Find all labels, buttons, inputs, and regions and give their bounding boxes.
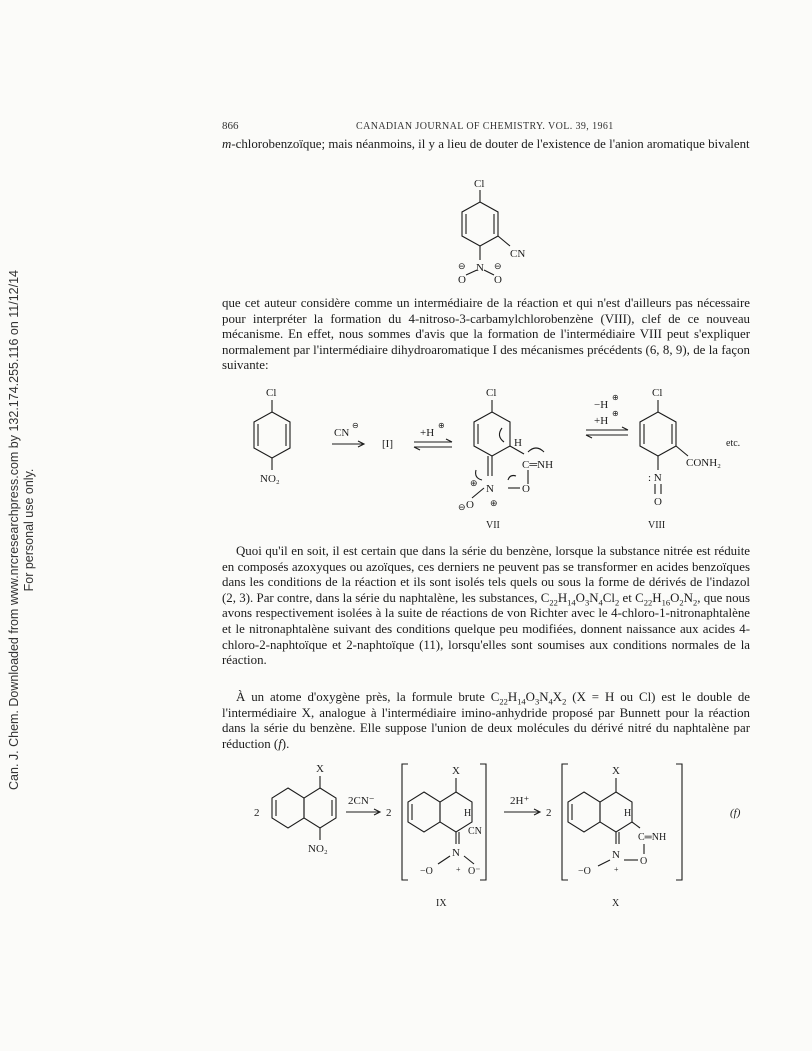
coef-1: 2 xyxy=(254,807,260,819)
figure-reaction-scheme xyxy=(252,384,752,534)
figure-bivalent-anion xyxy=(440,174,560,290)
vii-oxide-oxygen: O xyxy=(466,499,474,511)
x-nitrogen: N xyxy=(612,849,620,861)
formula-2-sub-o: 2 xyxy=(679,597,684,608)
formula-1-sub-h: 14 xyxy=(567,597,576,608)
arrow-f-1 xyxy=(346,809,380,815)
formula-3-x: X xyxy=(552,690,563,704)
formula-3-sub-o: 3 xyxy=(534,696,540,707)
paragraph-3-text-a: Quoi qu'il en soit, il est certain que dans la série du benzène, lorsque la substance nitrée est réduite en composés azoxyques ou azoïques, ces derniers ne peuvent pas se transformer en acides benzoïques dans les conditions de la réaction et ils sont isolés tels quels ou sous la forme de dérivés de l'indazol (2, 3). Par contre, dans la série du naphtalène, les substances, xyxy=(222,544,750,605)
bracket-ix xyxy=(402,764,486,880)
paragraph-3-mid: et xyxy=(619,590,636,605)
formula-1-cl: Cl xyxy=(602,590,615,605)
arrow-f-2 xyxy=(504,809,540,815)
chloronitrobenzene-structure xyxy=(254,400,290,470)
vii-negative-charge: ⊖ xyxy=(458,502,466,512)
negative-charge-left: ⊖ xyxy=(458,261,466,271)
vii-ring-oxygen: O xyxy=(522,483,530,495)
equilibrium-arrow-2 xyxy=(586,427,628,438)
proton-charge-3: ⊕ xyxy=(612,409,619,418)
paragraph-1 xyxy=(222,137,750,153)
ix-hydrogen: H xyxy=(464,808,472,819)
vii-imine: C═NH xyxy=(522,459,554,471)
intermediate-i-label: [I] xyxy=(382,438,393,450)
viii-nitroso-n: : N xyxy=(648,472,662,484)
equilibrium-arrow-1 xyxy=(414,439,452,450)
formula-1-n: N xyxy=(589,590,599,605)
formula-1-sub-o: 3 xyxy=(584,597,590,608)
label-x: X xyxy=(612,898,620,909)
ix-oxide-right: O⁻ xyxy=(468,866,481,877)
ix-oxide-left: −O xyxy=(420,866,433,877)
intermediate-vii-structure xyxy=(472,400,544,498)
vii-positive-charge-2: ⊕ xyxy=(490,498,498,508)
figure-naphthalene-scheme xyxy=(252,760,752,910)
equation-tag: (f) xyxy=(730,807,741,819)
label-vii: VII xyxy=(486,520,500,531)
cyano-label: CN xyxy=(510,248,526,260)
formula-1-h: H xyxy=(557,590,568,605)
paragraph-4-text-b: (X = H ou Cl) est le double de l'intermédiaire X, analogue à l'intermédiaire imino-anhydride proposé par Bunnett pour la réaction dans la série du benzène. Elle suppose l'union de deux molécules du dérivé nitré du naphtalène par réduction ( xyxy=(222,690,751,751)
paragraph-3-text-b: , que nous avons respectivement isolées à la suite de réactions de von Richter avec le 4-chloro-1-nitronaphtalène et le nitronaphtalène suivant des conditions quelque peu modifiées, donnent naissance aux acides 4-chloro-2-naphtoïque et 2-naphtoïque (11), lorsqu'elles sont soumises aux conditions normales de la réaction. xyxy=(222,590,750,668)
ix-x: X xyxy=(452,765,460,777)
start-x: X xyxy=(316,763,324,775)
formula-2-sub-h: 16 xyxy=(661,597,671,608)
vii-hydrogen: H xyxy=(514,437,522,449)
download-watermark xyxy=(4,260,40,800)
x-ring-oxygen: O xyxy=(640,856,648,867)
start-chloro: Cl xyxy=(266,387,277,399)
formula-2-n: N xyxy=(683,590,693,605)
negative-charge-right: ⊖ xyxy=(494,261,502,271)
formula-3-sub-c: 22 xyxy=(499,696,508,707)
start-nitro: NO₂ xyxy=(260,473,280,485)
viii-nitroso-o: O xyxy=(654,496,662,508)
chloro-label: Cl xyxy=(474,178,485,190)
benzene-ring xyxy=(462,190,510,275)
oxygen-left: O xyxy=(458,274,466,286)
reagent-cyanide: 2CN⁻ xyxy=(348,795,375,807)
x-imine: C═NH xyxy=(638,832,667,843)
formula-2-h: H xyxy=(652,590,662,605)
nitronaphthalene-structure xyxy=(272,776,336,840)
running-header xyxy=(222,120,752,136)
label-ix: IX xyxy=(436,898,447,909)
cyanide-reagent: CN xyxy=(334,427,350,439)
formula-1-sub-c: 22 xyxy=(549,597,558,608)
formula-2-sub-c: 22 xyxy=(643,597,653,608)
formula-3-sub-h: 14 xyxy=(517,696,526,707)
paragraph-1-text: -chlorobenzoïque; mais néanmoins, il y a lieu de douter de l'existence de l'anion aromatique bivalent xyxy=(231,137,750,151)
vii-positive-charge: ⊕ xyxy=(470,478,478,488)
formula-2-sub-n: 2 xyxy=(692,597,698,608)
ix-plus: + xyxy=(456,865,461,874)
formula-3-c: C xyxy=(490,690,500,704)
paragraph-3 xyxy=(222,544,750,669)
formula-1-o: O xyxy=(575,590,585,605)
formula-1-c: C xyxy=(540,590,550,605)
viii-chloro: Cl xyxy=(652,387,663,399)
formula-2-c: C xyxy=(635,590,644,605)
formula-3-h: H xyxy=(507,690,518,704)
running-title: CANADIAN JOURNAL OF CHEMISTRY. VOL. 39, 1961 xyxy=(356,121,614,132)
deprotonation-label: −H xyxy=(594,399,609,411)
vii-chloro: Cl xyxy=(486,387,497,399)
ix-cyano: CN xyxy=(468,826,482,837)
formula-1-sub-n: 4 xyxy=(598,597,603,608)
formula-1-sub-cl: 2 xyxy=(614,597,620,608)
protonation-label: +H xyxy=(420,427,435,439)
paragraph-4-end: ). xyxy=(281,736,290,751)
vii-nitrogen: N xyxy=(486,483,494,495)
watermark-line-2: For personal use only. xyxy=(22,468,36,592)
x-x: X xyxy=(612,765,620,777)
reprotonation-label: +H xyxy=(594,415,609,427)
oxygen-right: O xyxy=(494,274,502,286)
download-watermark-text xyxy=(7,270,37,790)
formula-2-o: O xyxy=(670,590,680,605)
paragraph-4-text-a: À un atome d'oxygène près, la formule brute xyxy=(236,690,491,704)
meta-prefix: m xyxy=(222,137,232,151)
paragraph-4 xyxy=(222,690,750,752)
proton-charge-2: ⊕ xyxy=(612,393,619,402)
viii-carbamyl: CONH₂ xyxy=(686,457,722,469)
reagent-protons: 2H⁺ xyxy=(510,795,530,807)
coef-2: 2 xyxy=(386,807,392,819)
x-oxide-left: −O xyxy=(578,866,591,877)
coef-3: 2 xyxy=(546,807,552,819)
paragraph-2: que cet auteur considère comme un intermédiaire de la réaction et qui n'est d'ailleurs pas nécessaire pour interpréter la formation du 4-nitroso-3-carbamylchlorobenzène (VIII), clef de ce nouveau mécanisme. En effet, nous sommes d'avis que la formation de l'intermédiaire VIII peut s'expliquer normalement par l'intermédiaire dihydroaromatique I des mécanismes précédents (6, 8, 9), de la façon suivante: xyxy=(222,296,750,373)
watermark-line-1: Can. J. Chem. Downloaded from www.nrcresearchpress.com by 132.174.255.116 on 11/12/14 xyxy=(7,270,21,790)
formula-3-o: O xyxy=(525,690,535,704)
bracket-x xyxy=(562,764,682,880)
page-number: 866 xyxy=(222,120,239,132)
cyanide-charge: ⊖ xyxy=(352,421,359,430)
x-plus: + xyxy=(614,865,619,874)
ix-nitrogen: N xyxy=(452,847,460,859)
equation-ref: f xyxy=(278,736,282,751)
label-viii: VIII xyxy=(648,520,666,531)
proton-charge-1: ⊕ xyxy=(438,421,445,430)
arrow-1 xyxy=(332,441,364,447)
x-hydrogen: H xyxy=(624,808,632,819)
nitrogen-label: N xyxy=(476,262,484,274)
formula-3-sub-x: 2 xyxy=(562,696,567,707)
start-nitro: NO₂ xyxy=(308,843,328,855)
formula-3-n: N xyxy=(539,690,549,704)
formula-3-sub-n: 4 xyxy=(548,696,553,707)
etc-label: etc. xyxy=(726,438,741,449)
